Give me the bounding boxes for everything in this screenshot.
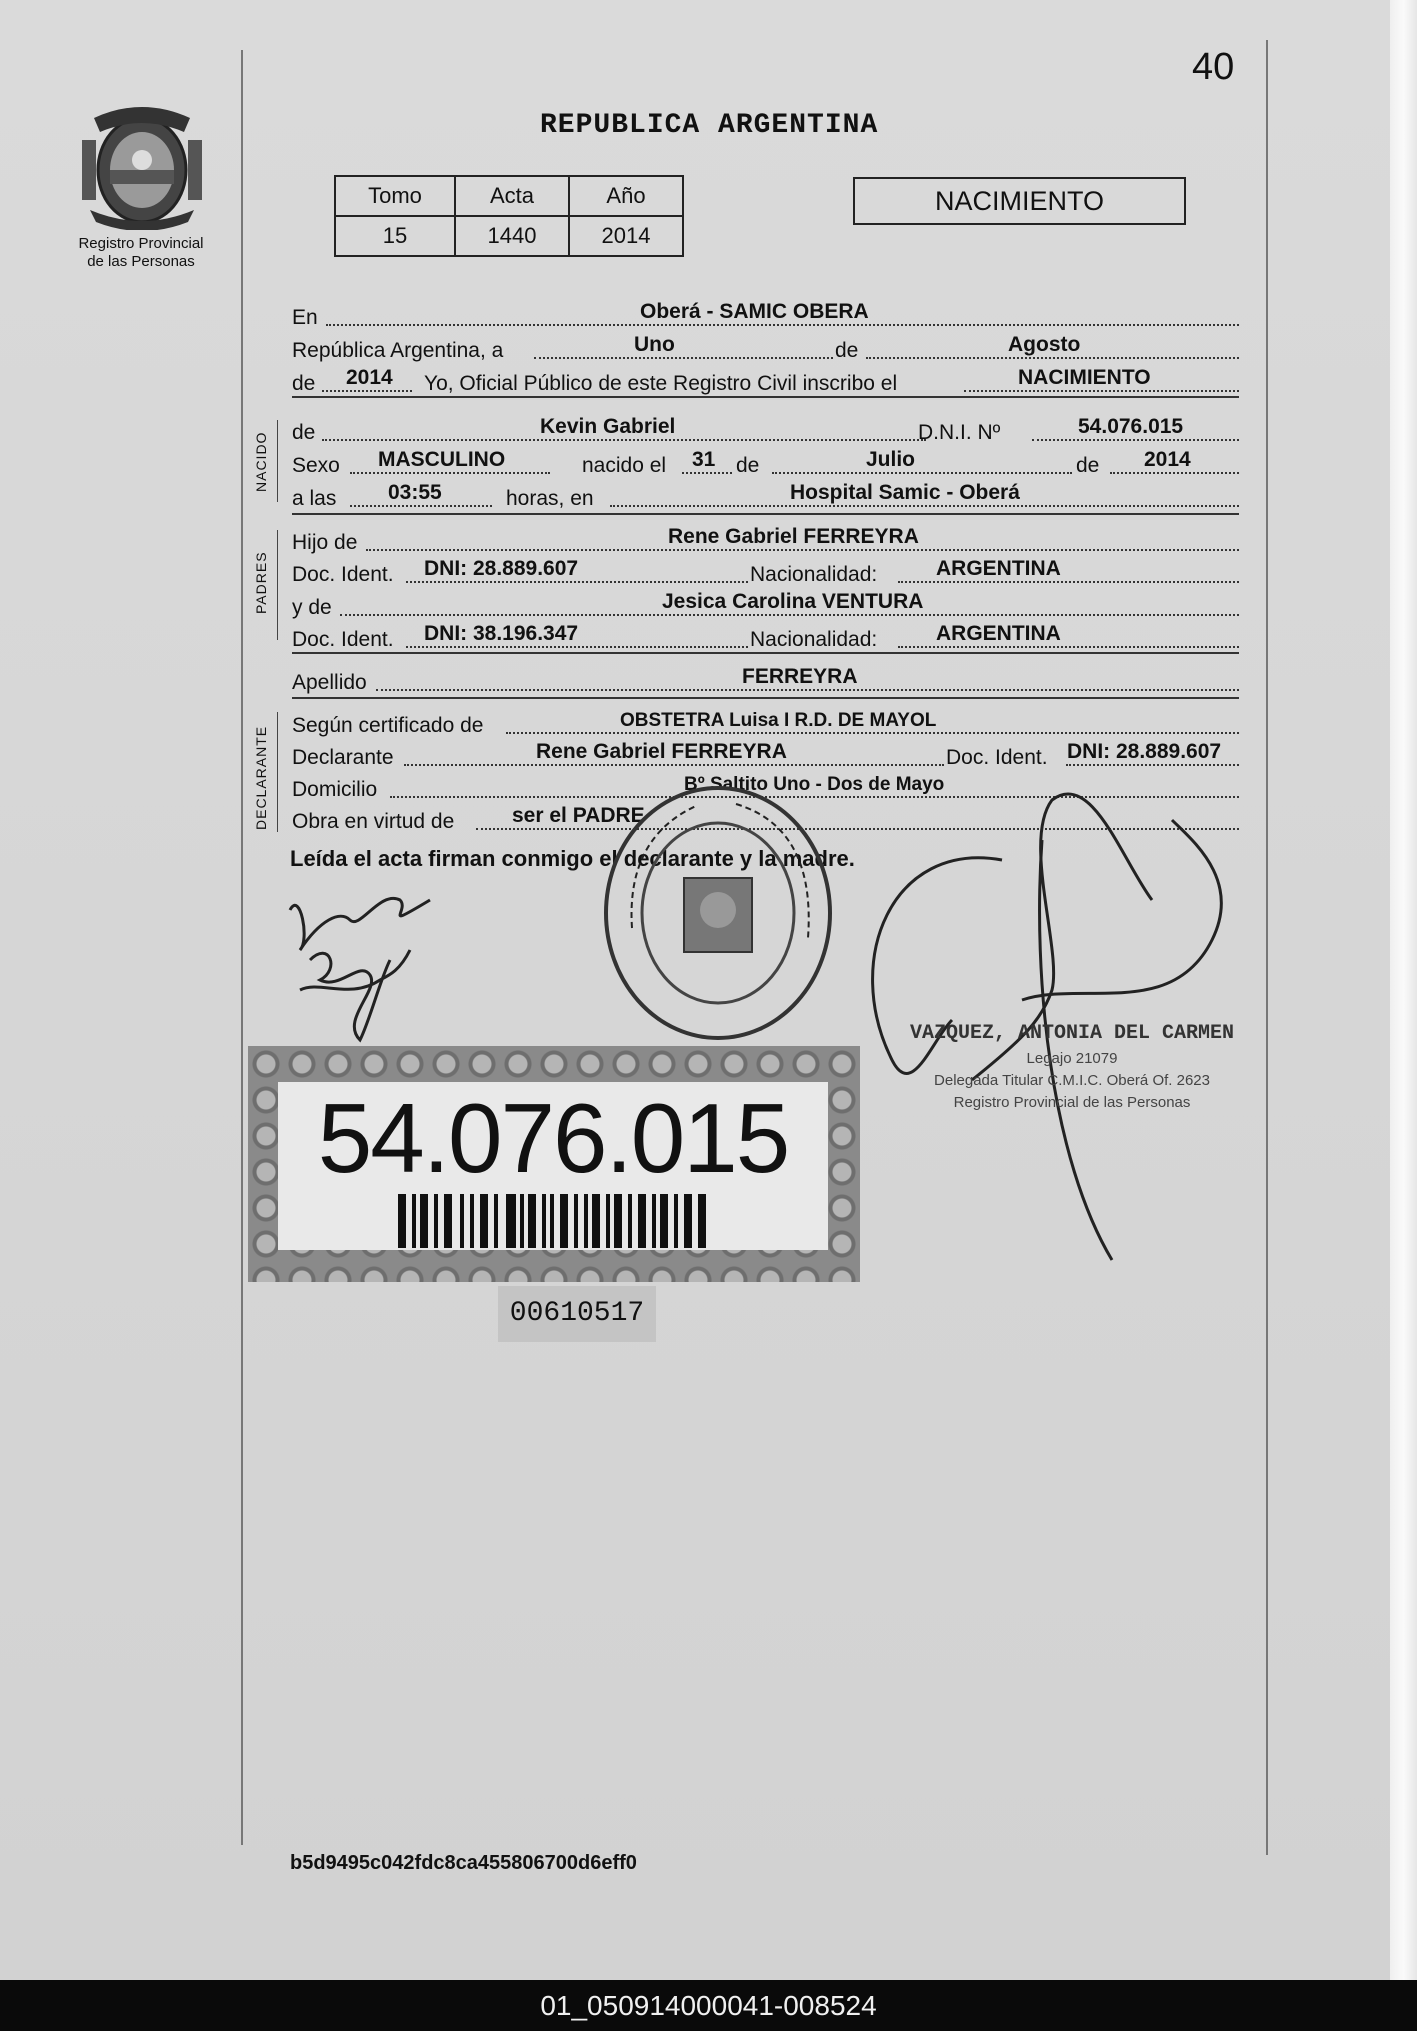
- record-table: [334, 175, 684, 257]
- page-number: 40: [1192, 46, 1235, 88]
- label-sexo: Sexo: [292, 454, 340, 477]
- label-mother-nat: Nacionalidad:: [750, 628, 878, 651]
- value-inscribo: NACIMIENTO: [1018, 366, 1151, 389]
- official-legajo: Legajo 21079: [1026, 1050, 1118, 1067]
- value-birth-place: Hospital Samic - Oberá: [790, 481, 1020, 504]
- value-certificado: OBSTETRA Luisa I R.D. DE MAYOL: [620, 710, 937, 731]
- provincial-emblem-icon: [80, 100, 204, 230]
- value-birth-day: 31: [692, 448, 716, 471]
- official-registry: Registro Provincial de las Personas: [953, 1094, 1191, 1111]
- official-name: VAZQUEZ, ANTONIA DEL CARMEN: [909, 1022, 1235, 1045]
- value-declarante-doc: DNI: 28.889.607: [1067, 740, 1222, 763]
- value-birth-year: 2014: [1144, 448, 1191, 471]
- value-child-dni: 54.076.015: [1078, 415, 1184, 438]
- read-statement: Leída el acta firman conmigo el declarante y la madre.: [290, 846, 855, 871]
- value-apellido: FERREYRA: [742, 665, 858, 688]
- value-declarante: Rene Gabriel FERREYRA: [536, 740, 787, 763]
- value-birth-time: 03:55: [388, 481, 442, 504]
- value-father-name: Rene Gabriel FERREYRA: [668, 525, 919, 548]
- document-title: REPUBLICA ARGENTINA: [540, 110, 879, 141]
- record-type-box: NACIMIENTO: [853, 177, 1186, 225]
- label-de-month: de: [835, 339, 859, 362]
- serial-number: 00610517: [498, 1286, 656, 1342]
- footer-id-bar: [0, 1980, 1417, 2031]
- label-father-nat: Nacionalidad:: [750, 563, 878, 586]
- registry-label-line1: Registro Provincial: [78, 235, 204, 252]
- label-declarante: Declarante: [292, 746, 394, 769]
- official-position: Delegada Titular C.M.I.C. Oberá Of. 2623: [934, 1072, 1210, 1089]
- label-declarante-doc: Doc. Ident.: [946, 746, 1048, 769]
- label-republica: República Argentina, a: [292, 339, 504, 362]
- registry-label: [60, 235, 222, 271]
- sticker-inner: [278, 1082, 828, 1250]
- label-de-year: de: [292, 372, 316, 395]
- row-en: [292, 300, 1239, 330]
- row-padre: [292, 525, 1239, 555]
- label-obra: Obra en virtud de: [292, 810, 455, 833]
- value-sexo: MASCULINO: [378, 448, 506, 471]
- padres-bracket: [277, 530, 278, 640]
- header-tomo: Tomo: [335, 176, 455, 216]
- label-a-las: a las: [292, 487, 337, 510]
- value-father-nat: ARGENTINA: [936, 557, 1061, 580]
- value-domicilio: Bº Saltito Uno - Dos de Mayo: [684, 774, 945, 795]
- row-declarante: [292, 740, 1239, 770]
- label-mother-doc: Doc. Ident.: [292, 628, 394, 651]
- declarant-signature-icon: [280, 880, 450, 1050]
- section-nacido: NACIDO: [253, 431, 269, 492]
- section-padres: PADRES: [253, 551, 269, 614]
- separator-1: [292, 396, 1239, 398]
- separator-2: [292, 513, 1239, 515]
- label-nacido-de: de: [292, 421, 316, 444]
- separator-4: [292, 697, 1239, 699]
- row-apellido: [292, 665, 1239, 695]
- document-hash: b5d9495c042fdc8ca455806700d6eff0: [290, 1852, 637, 1874]
- sticker-dni-number: 54.076.015: [317, 1083, 789, 1193]
- row-madre: [292, 590, 1239, 620]
- value-obra: ser el PADRE: [512, 804, 645, 827]
- registry-label-line2: de las Personas: [87, 253, 195, 270]
- label-nacido-el: nacido el: [582, 454, 667, 477]
- header-anio: Año: [569, 176, 683, 216]
- footer-id: 01_050914000041-008524: [540, 1990, 877, 2021]
- label-inscribo: Yo, Oficial Público de este Registro Civil inscribo el: [424, 372, 898, 395]
- dni-sticker: [248, 1046, 860, 1282]
- nacido-bracket: [277, 420, 278, 502]
- label-de-birth-year: de: [1076, 454, 1100, 477]
- separator-3: [292, 652, 1239, 654]
- value-mother-doc: DNI: 38.196.347: [424, 622, 579, 645]
- row-nacido-name: [292, 415, 1239, 445]
- value-en: Oberá - SAMIC OBERA: [640, 300, 869, 323]
- value-month: Agosto: [1008, 333, 1081, 356]
- row-hora: [292, 481, 1239, 511]
- section-declarante: DECLARANTE: [253, 725, 269, 830]
- row-madre-doc: [292, 622, 1239, 652]
- row-certificado: [292, 708, 1239, 738]
- value-mother-name: Jesica Carolina VENTURA: [662, 590, 924, 613]
- value-mother-nat: ARGENTINA: [936, 622, 1061, 645]
- row-year: [292, 366, 1239, 396]
- value-year: 2014: [346, 366, 393, 389]
- value-birth-month: Julio: [866, 448, 916, 471]
- label-de-birth-month: de: [736, 454, 760, 477]
- declarante-bracket: [277, 712, 278, 832]
- barcode-icon: [398, 1194, 708, 1248]
- registry-seal-icon: [596, 778, 840, 1048]
- value-father-doc: DNI: 28.889.607: [424, 557, 579, 580]
- row-republica: [292, 333, 1239, 363]
- value-anio: 2014: [569, 216, 683, 256]
- value-tomo: 15: [335, 216, 455, 256]
- row-sexo: [292, 448, 1239, 478]
- label-horas: horas, en: [506, 487, 594, 510]
- label-hijo-de: Hijo de: [292, 531, 358, 554]
- left-margin-line: [241, 50, 243, 1845]
- value-child-name: Kevin Gabriel: [540, 415, 676, 438]
- page-edge: [1390, 0, 1417, 1980]
- label-dni: D.N.I. Nº: [918, 421, 1001, 444]
- label-certificado: Según certificado de: [292, 714, 484, 737]
- row-padre-doc: [292, 557, 1239, 587]
- label-domicilio: Domicilio: [292, 778, 378, 801]
- label-apellido: Apellido: [292, 671, 367, 694]
- header-acta: Acta: [455, 176, 569, 216]
- value-acta: 1440: [455, 216, 569, 256]
- value-day: Uno: [634, 333, 675, 356]
- label-father-doc: Doc. Ident.: [292, 563, 394, 586]
- label-y-de: y de: [292, 596, 332, 619]
- label-en: En: [292, 306, 318, 329]
